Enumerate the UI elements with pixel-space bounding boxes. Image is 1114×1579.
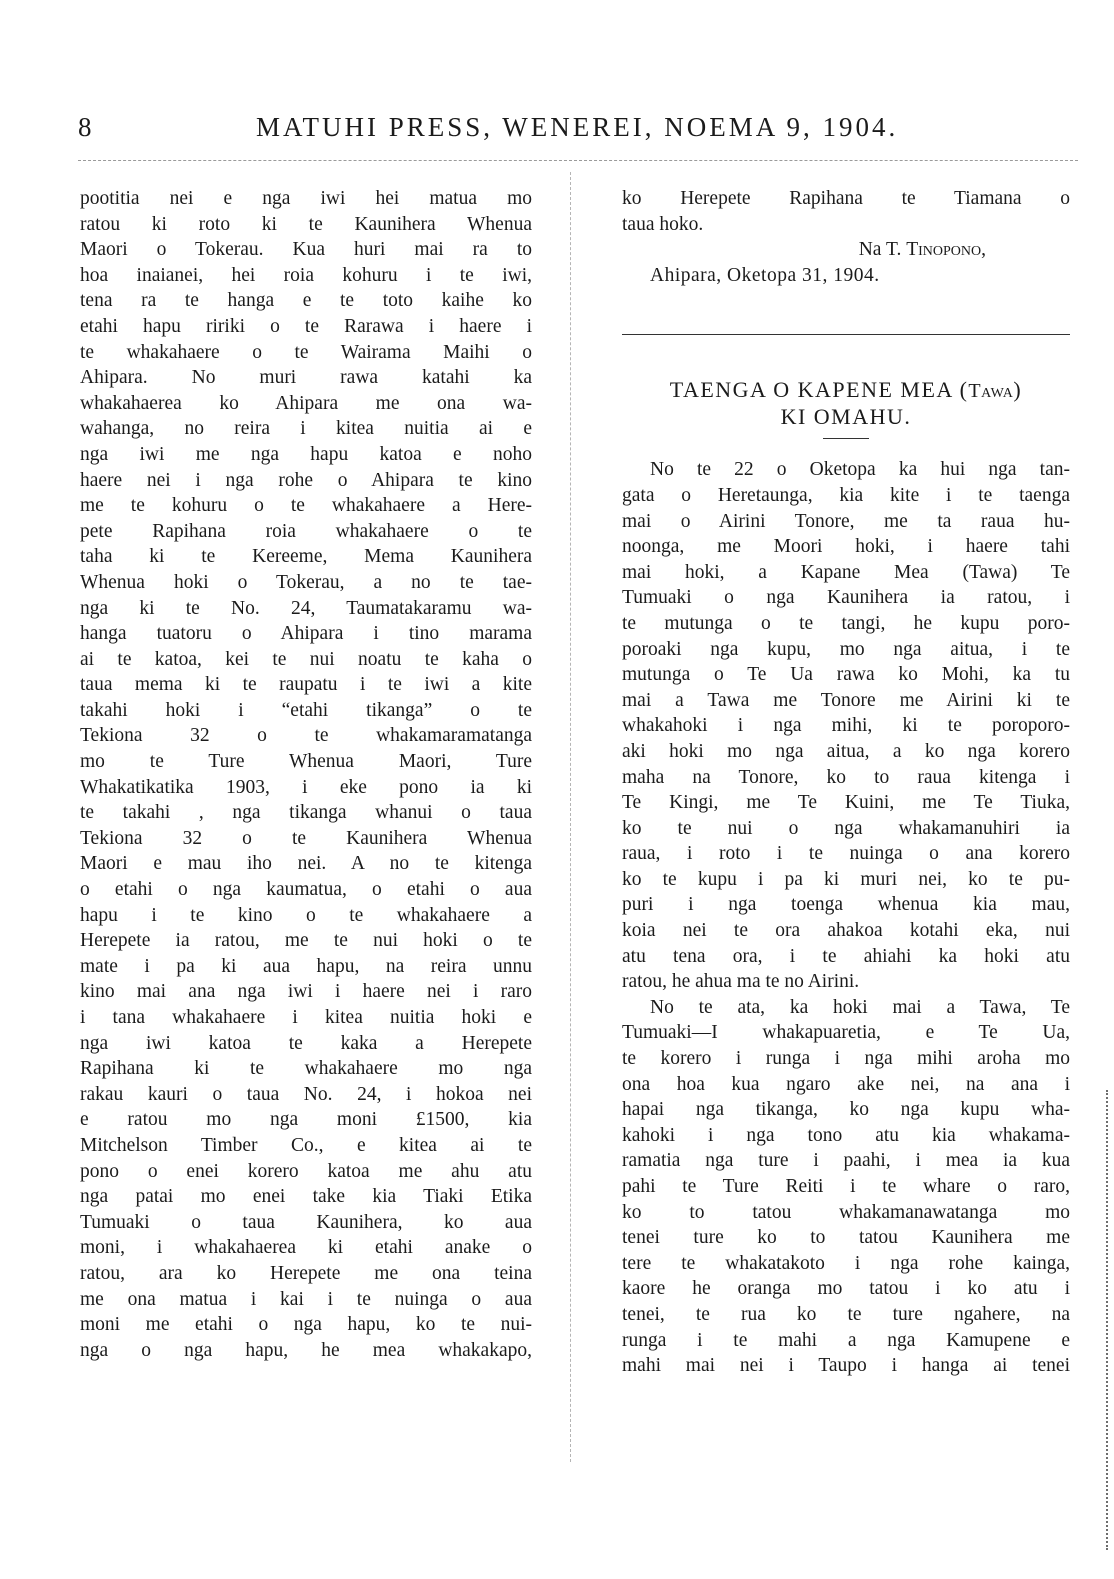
text-line: ratou, he ahua ma te no Airini. bbox=[622, 971, 860, 993]
text-line: nga iwi me nga hapu katoa e noho bbox=[80, 443, 532, 465]
section-rule bbox=[622, 334, 1070, 335]
text-line: Whakatikatika 1903, i eke pono ia ki bbox=[80, 776, 532, 798]
text-line: Tumuaki o nga Kaunihera ia ratou, i bbox=[622, 587, 1070, 609]
text-line: te whakahaere o te Wairama Maihi o bbox=[80, 341, 532, 363]
text-line: mutunga o Te Ua rawa ko Mohi, ka tu bbox=[622, 664, 1070, 686]
text-line: te takahi , nga tikanga whanui o taua bbox=[80, 802, 532, 824]
text-line: mate i pa ki aua hapu, na reira unnu bbox=[80, 955, 532, 977]
text-line: Rapihana ki te whakahaere mo nga bbox=[80, 1058, 532, 1080]
text-line: ko to tatou whakamanawatanga mo bbox=[622, 1201, 1070, 1223]
page-number: 8 bbox=[78, 112, 93, 142]
text-line: te mutunga o te tangi, he kupu poro- bbox=[622, 612, 1070, 634]
article-paragraph-2 bbox=[622, 995, 1070, 1379]
text-line: puri i nga toenga whenua kia mau, bbox=[622, 894, 1070, 916]
text-line: kahoki i nga tono atu kia whakama- bbox=[622, 1124, 1070, 1146]
text-line: nga iwi katoa te kaka a Herepete bbox=[80, 1032, 532, 1054]
text-line: poroaki nga kupu, mo nga aitua, i te bbox=[622, 638, 1070, 660]
title-rule bbox=[823, 438, 869, 439]
text-line: ko te nui o nga whakamanuhiri ia bbox=[622, 817, 1070, 839]
text-line: taua mema ki te raupatu i te iwi a kite bbox=[80, 674, 532, 696]
text-line: hapu i te kino o te whakahaere a bbox=[80, 904, 532, 926]
text-line: ratou ki roto ki te Kaunihera Whenua bbox=[80, 213, 532, 235]
text-line: moni me etahi o nga hapu, ko te nui- bbox=[80, 1314, 532, 1336]
text-line: pahi te Ture Reiti i te whare o raro, bbox=[622, 1176, 1070, 1197]
text-line: ko te kupu i pa ki muri nei, ko te pu- bbox=[622, 868, 1070, 890]
text-line: raua, i roto i te nuinga o ana korero bbox=[622, 843, 1070, 865]
text-line: nga patai mo enei take kia Tiaki Etika bbox=[80, 1186, 532, 1208]
text-line: te korero i runga i nga mihi aroha mo bbox=[622, 1048, 1070, 1070]
text-line: koia nei te ora ahakoa kotahi eka, nui bbox=[622, 920, 1070, 942]
text-line: taha ki te Kereeme, Mema Kaunihera bbox=[80, 546, 532, 568]
text-line: Tekiona 32 o te whakamaramatanga bbox=[80, 725, 532, 747]
text-line: gata o Heretaunga, kia kite i te taenga bbox=[622, 484, 1070, 506]
text-line: me ona matua i kai i te nuinga o aua bbox=[80, 1288, 532, 1310]
text-line: o etahi o nga kaumatua, o etahi o aua bbox=[80, 879, 532, 901]
text-line: Maori o Tokerau. Kua huri mai ra to bbox=[80, 239, 532, 261]
text-line: No te ata, ka hoki mai a Tawa, Te bbox=[650, 996, 1070, 1018]
article-title-main: TAENGA O KAPENE MEA ( bbox=[669, 377, 969, 403]
header-rule bbox=[78, 160, 1078, 161]
text-line: mahi mai nei i Taupo i hanga ai tenei bbox=[622, 1355, 1070, 1377]
text-line: Tekiona 32 o te Kaunihera Whenua bbox=[80, 827, 532, 849]
text-line: hapai nga tikanga, ko nga kupu wha- bbox=[622, 1099, 1070, 1121]
text-line: tenei ture ko to tatou Kaunihera me bbox=[622, 1227, 1070, 1249]
text-line: ramatia nga ture i paahi, i mea ia kua bbox=[622, 1150, 1070, 1172]
text-line: maha na Tonore, ko to raua kitenga i bbox=[622, 766, 1070, 788]
text-line: Herepete ia ratou, me te nui hoki o te bbox=[80, 930, 532, 952]
text-line: ko Herepete Rapihana te Tiamana o bbox=[622, 188, 1070, 209]
signature bbox=[622, 237, 1070, 263]
text-line: noonga, me Moori hoki, i haere tahi bbox=[622, 536, 1070, 558]
text-line: hoa inaianei, hei roia kohuru i te iwi, bbox=[80, 264, 532, 286]
text-line: e ratou mo nga moni £1500, kia bbox=[80, 1109, 532, 1131]
text-line: Whenua hoki o Tokerau, a no te tae- bbox=[80, 571, 532, 593]
text-line: mai a Tawa me Tonore me Airini ki te bbox=[622, 689, 1070, 711]
column-divider bbox=[570, 172, 571, 1462]
text-line: mai hoki, a Kapane Mea (Tawa) Te bbox=[622, 561, 1070, 583]
text-line: tenei, te rua ko te ture ngahere, na bbox=[622, 1303, 1070, 1325]
text-line: Tumuaki—I whakapuaretia, e Te Ua, bbox=[622, 1022, 1070, 1044]
text-line: etahi hapu ririki o te Rarawa i haere i bbox=[80, 315, 532, 337]
text-line: runga i te mahi a nga Kamupene e bbox=[622, 1329, 1070, 1351]
dateline: Ahipara, Oketopa 31, 1904. bbox=[650, 264, 880, 286]
text-line: ai te katoa, kei te nui noatu te kaha o bbox=[80, 648, 532, 670]
article-ending bbox=[622, 186, 1070, 237]
text-line: whakahoki i nga mihi, ki te poroporo- bbox=[622, 715, 1070, 737]
text-line: i tana whakahaere i kitea nuitia hoki e bbox=[80, 1007, 532, 1028]
text-line: ona hoa kua ngaro ake nei, na ana i bbox=[622, 1073, 1070, 1095]
article-title bbox=[622, 377, 1070, 404]
text-line: Mitchelson Timber Co., e kitea ai te bbox=[80, 1134, 532, 1156]
right-column bbox=[622, 186, 1070, 1379]
article-title-close: ) bbox=[1013, 377, 1023, 403]
text-line: Maori e mau iho nei. A no te kitenga bbox=[80, 853, 532, 875]
left-column bbox=[80, 186, 532, 1363]
running-head bbox=[78, 112, 1038, 152]
text-line: pete Rapihana roia whakahaere o te bbox=[80, 520, 532, 542]
text-line: haere nei i nga rohe o Ahipara te kino bbox=[80, 469, 532, 491]
text-line: No te 22 o Oketopa ka hui nga tan- bbox=[650, 459, 1070, 481]
text-line: Tumuaki o taua Kaunihera, ko aua bbox=[80, 1211, 532, 1233]
text-line: pootitia nei e nga iwi hei matua mo bbox=[80, 188, 532, 209]
text-line: mo te Ture Whenua Maori, Ture bbox=[80, 751, 532, 773]
text-line: nga o nga hapu, he mea whakakapo, bbox=[80, 1339, 532, 1361]
text-line: wahanga, no reira i kitea nuitia ai e bbox=[80, 418, 532, 440]
text-line: aki hoki mo nga aitua, a ko nga korero bbox=[622, 740, 1070, 762]
article-paragraph-1 bbox=[622, 457, 1070, 994]
signature-prefix: Na T. bbox=[858, 239, 907, 261]
text-line: kaore he oranga mo tatou i ko atu i bbox=[622, 1278, 1070, 1300]
text-line: mai o Airini Tonore, me ta raua hu- bbox=[622, 510, 1070, 532]
article-title-smallcaps: Tawa bbox=[968, 380, 1014, 403]
text-line: takahi hoki i “etahi tikanga” o te bbox=[80, 699, 532, 721]
text-line: nga ki te No. 24, Taumatakaramu wa- bbox=[80, 597, 532, 619]
text-line: Te Kingi, me Te Kuini, me Te Tiuka, bbox=[622, 792, 1070, 814]
article-title-line2: KI OMAHU. bbox=[780, 404, 912, 430]
text-line: kino mai ana nga iwi i haere nei i raro bbox=[80, 981, 532, 1003]
text-line: moni, i whakahaerea ki etahi anake o bbox=[80, 1237, 532, 1259]
masthead: MATUHI PRESS, WENEREI, NOEMA 9, 1904. bbox=[256, 112, 899, 142]
text-line: me te kohuru o te whakahaere a Here- bbox=[80, 495, 532, 517]
text-line: rakau kauri o taua No. 24, i hokoa nei bbox=[80, 1083, 532, 1105]
text-line: whakahaerea ko Ahipara me ona wa- bbox=[80, 392, 532, 414]
text-line: hanga tuatoru o Ahipara i tino marama bbox=[80, 623, 532, 645]
text-line: taua hoko. bbox=[622, 213, 704, 235]
text-line: tena ra te hanga e te toto kaihe ko bbox=[80, 290, 532, 312]
text-line: atu tena ora, i te ahiahi ka hoki atu bbox=[622, 945, 1070, 967]
text-line: pono o enei korero katoa me ahu atu bbox=[80, 1160, 532, 1182]
text-line: ratou, ara ko Herepete me ona teina bbox=[80, 1262, 532, 1284]
signature-name: Tinopono, bbox=[906, 239, 986, 261]
text-line: Ahipara. No muri rawa katahi ka bbox=[80, 367, 532, 389]
scan-edge-mark bbox=[1100, 1090, 1108, 1550]
text-line: tere te whakatakoto i nga rohe kainga, bbox=[622, 1252, 1070, 1274]
